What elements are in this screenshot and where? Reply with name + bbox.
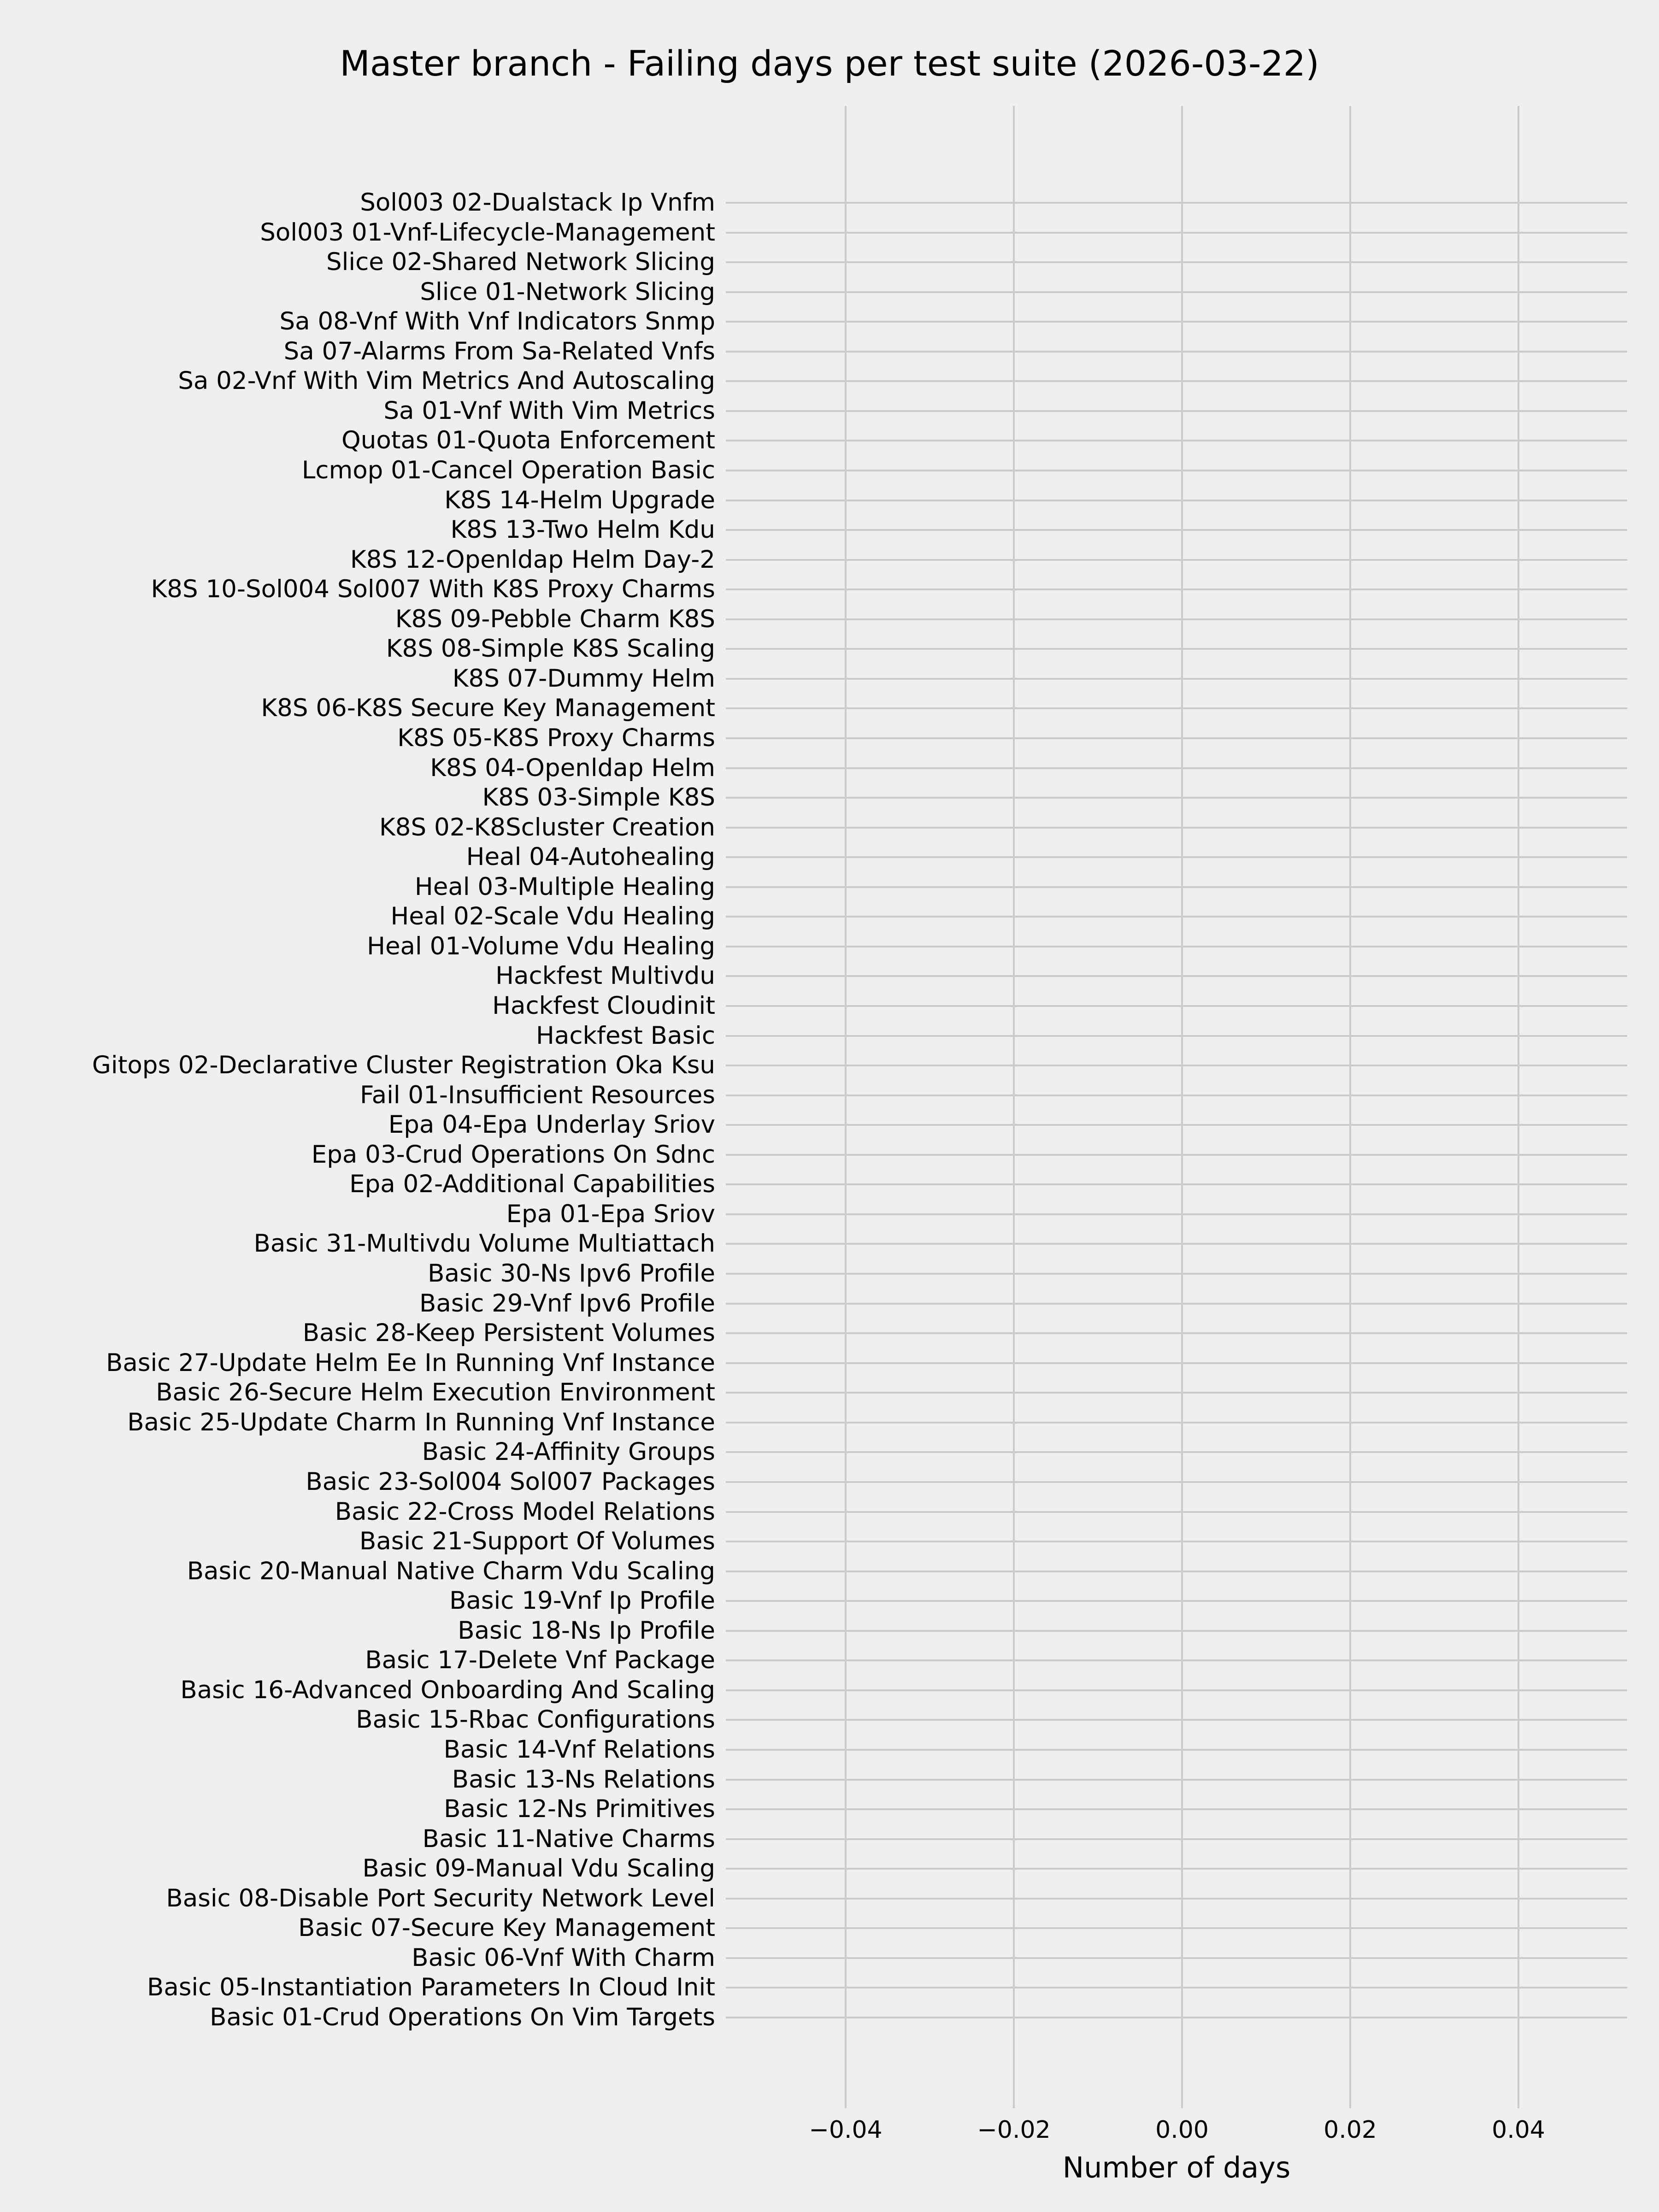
h-gridline — [726, 1719, 1627, 1721]
y-axis-tick-label: K8S 06-K8S Secure Key Management — [261, 694, 715, 723]
y-axis-tick-label: Sa 02-Vnf With Vim Metrics And Autoscaling — [178, 367, 715, 395]
h-gridline — [726, 1868, 1627, 1870]
y-axis-tick-label: Basic 20-Manual Native Charm Vdu Scaling — [187, 1557, 715, 1585]
h-gridline — [726, 975, 1627, 977]
h-gridline — [726, 1571, 1627, 1572]
h-gridline — [726, 1005, 1627, 1007]
y-axis-tick-label: Epa 02-Additional Capabilities — [349, 1170, 715, 1199]
y-axis-tick-label: Sa 08-Vnf With Vnf Indicators Snmp — [279, 307, 715, 336]
y-axis-tick-label: Hackfest Basic — [536, 1021, 715, 1050]
y-axis-tick-label: Sol003 02-Dualstack Ip Vnfm — [360, 188, 715, 217]
h-gridline — [726, 1362, 1627, 1364]
y-axis-tick-label: Hackfest Multivdu — [495, 962, 715, 990]
h-gridline — [726, 1303, 1627, 1305]
y-axis-tick-label: Basic 16-Advanced Onboarding And Scaling — [180, 1676, 715, 1704]
y-axis-tick-label: Gitops 02-Declarative Cluster Registration Oka Ksu — [92, 1051, 715, 1080]
x-axis-tick-label: −0.04 — [809, 2116, 882, 2144]
y-axis-tick-label: Heal 01-Volume Vdu Healing — [367, 932, 715, 960]
y-axis-tick-label: K8S 03-Simple K8S — [482, 783, 715, 812]
h-gridline — [726, 1838, 1627, 1840]
h-gridline — [726, 380, 1627, 382]
h-gridline — [726, 232, 1627, 234]
y-axis-tick-label: Epa 03-Crud Operations On Sdnc — [311, 1140, 715, 1169]
y-axis-tick-label: Heal 03-Multiple Healing — [414, 872, 715, 901]
h-gridline — [726, 351, 1627, 353]
h-gridline — [726, 1481, 1627, 1483]
h-gridline — [726, 500, 1627, 501]
y-axis-tick-label: Slice 02-Shared Network Slicing — [326, 248, 715, 276]
h-gridline — [726, 678, 1627, 680]
x-axis-tick-label: −0.02 — [977, 2116, 1051, 2144]
y-axis-tick-label: Basic 12-Ns Primitives — [444, 1795, 715, 1824]
h-gridline — [726, 648, 1627, 650]
y-axis-tick-label: Basic 29-Vnf Ipv6 Profile — [419, 1289, 715, 1318]
h-gridline — [726, 410, 1627, 412]
h-gridline — [726, 1422, 1627, 1424]
y-axis-tick-label: K8S 12-Openldap Helm Day-2 — [350, 545, 715, 574]
y-axis-tick-label: K8S 07-Dummy Helm — [452, 664, 715, 693]
h-gridline — [726, 1392, 1627, 1394]
h-gridline — [726, 2017, 1627, 2018]
h-gridline — [726, 1511, 1627, 1513]
h-gridline — [726, 1541, 1627, 1542]
y-axis-tick-label: Basic 13-Ns Relations — [452, 1765, 715, 1794]
h-gridline — [726, 1659, 1627, 1661]
y-axis-tick-label: Lcmop 01-Cancel Operation Basic — [301, 456, 715, 484]
y-axis-tick-label: Basic 01-Crud Operations On Vim Targets — [210, 2003, 715, 2031]
y-axis-tick-label: Basic 23-Sol004 Sol007 Packages — [306, 1467, 715, 1496]
h-gridline — [726, 1451, 1627, 1453]
h-gridline — [726, 202, 1627, 204]
x-axis-tick-label: 0.02 — [1324, 2116, 1377, 2144]
h-gridline — [726, 1213, 1627, 1215]
h-gridline — [726, 291, 1627, 293]
y-axis-tick-label: Hackfest Cloudinit — [492, 992, 715, 1020]
h-gridline — [726, 1689, 1627, 1691]
h-gridline — [726, 1600, 1627, 1602]
y-axis-tick-label: Fail 01-Insufficient Resources — [360, 1081, 715, 1109]
h-gridline — [726, 886, 1627, 888]
y-axis-tick-label: K8S 14-Helm Upgrade — [444, 486, 715, 514]
h-gridline — [726, 1065, 1627, 1066]
h-gridline — [726, 440, 1627, 441]
x-axis-tick-label: 0.04 — [1492, 2116, 1545, 2144]
h-gridline — [726, 1987, 1627, 1988]
y-axis-tick-label: Basic 15-Rbac Configurations — [356, 1706, 715, 1734]
h-gridline — [726, 1273, 1627, 1275]
h-gridline — [726, 916, 1627, 918]
y-axis-tick-label: K8S 13-Two Helm Kdu — [450, 516, 715, 544]
y-axis-tick-label: K8S 05-K8S Proxy Charms — [397, 724, 715, 753]
h-gridline — [726, 1154, 1627, 1156]
h-gridline — [726, 797, 1627, 799]
chart-title: Master branch - Failing days per test suite (2026-03-22) — [340, 43, 1319, 84]
h-gridline — [726, 1243, 1627, 1245]
h-gridline — [726, 737, 1627, 739]
y-axis-tick-label: Basic 28-Keep Persistent Volumes — [302, 1319, 715, 1347]
h-gridline — [726, 1779, 1627, 1781]
y-axis-tick-label: Slice 01-Network Slicing — [420, 277, 715, 306]
y-axis-tick-label: Basic 09-Manual Vdu Scaling — [362, 1854, 715, 1883]
h-gridline — [726, 1898, 1627, 1900]
h-gridline — [726, 827, 1627, 829]
h-gridline — [726, 588, 1627, 590]
y-axis-tick-label: Basic 31-Multivdu Volume Multiattach — [253, 1230, 715, 1258]
y-axis-tick-label: Quotas 01-Quota Enforcement — [341, 426, 715, 455]
x-axis-tick-label: 0.00 — [1155, 2116, 1209, 2144]
h-gridline — [726, 321, 1627, 323]
y-axis-tick-label: Sol003 01-Vnf-Lifecycle-Management — [260, 218, 715, 247]
x-axis-title: Number of days — [1062, 2151, 1291, 2184]
h-gridline — [726, 618, 1627, 620]
y-axis-tick-label: Epa 01-Epa Sriov — [506, 1200, 715, 1228]
y-axis-tick-label: Basic 11-Native Charms — [422, 1824, 715, 1853]
h-gridline — [726, 946, 1627, 947]
y-axis-tick-label: Basic 19-Vnf Ip Profile — [449, 1587, 715, 1615]
y-axis-tick-label: Basic 06-Vnf With Charm — [412, 1943, 715, 1972]
y-axis-tick-label: Basic 22-Cross Model Relations — [335, 1497, 715, 1526]
h-gridline — [726, 470, 1627, 471]
y-axis-tick-label: K8S 08-Simple K8S Scaling — [386, 635, 715, 663]
h-gridline — [726, 1749, 1627, 1751]
y-axis-tick-label: Basic 18-Ns Ip Profile — [458, 1616, 715, 1645]
y-axis-tick-label: K8S 10-Sol004 Sol007 With K8S Proxy Charms — [151, 575, 715, 604]
h-gridline — [726, 559, 1627, 561]
y-axis-tick-label: Basic 21-Support Of Volumes — [359, 1527, 715, 1556]
y-axis-tick-label: Basic 14-Vnf Relations — [443, 1735, 715, 1764]
h-gridline — [726, 856, 1627, 858]
y-axis-tick-label: Epa 04-Epa Underlay Sriov — [388, 1111, 715, 1139]
h-gridline — [726, 1808, 1627, 1810]
y-axis-tick-label: Basic 30-Ns Ipv6 Profile — [428, 1259, 715, 1288]
h-gridline — [726, 1332, 1627, 1334]
h-gridline — [726, 261, 1627, 263]
h-gridline — [726, 1957, 1627, 1959]
h-gridline — [726, 1927, 1627, 1929]
y-axis-tick-label: Basic 25-Update Charm In Running Vnf Instance — [127, 1408, 715, 1436]
y-axis-tick-label: Heal 04-Autohealing — [466, 843, 715, 871]
y-axis-tick-label: K8S 02-K8Scluster Creation — [379, 813, 715, 841]
h-gridline — [726, 1124, 1627, 1126]
y-axis-tick-label: Sa 07-Alarms From Sa-Related Vnfs — [283, 337, 715, 365]
h-gridline — [726, 767, 1627, 769]
y-axis-tick-label: Heal 02-Scale Vdu Healing — [390, 902, 715, 931]
y-axis-tick-label: Sa 01-Vnf With Vim Metrics — [383, 396, 715, 425]
y-axis-tick-label: Basic 27-Update Helm Ee In Running Vnf Instance — [106, 1348, 715, 1377]
y-axis-tick-label: Basic 07-Secure Key Management — [298, 1914, 715, 1942]
h-gridline — [726, 707, 1627, 709]
y-axis-tick-label: Basic 26-Secure Helm Execution Environment — [156, 1378, 715, 1407]
h-gridline — [726, 1183, 1627, 1185]
h-gridline — [726, 1094, 1627, 1096]
y-axis-tick-label: Basic 08-Disable Port Security Network Level — [166, 1884, 715, 1912]
y-axis-tick-label: K8S 09-Pebble Charm K8S — [395, 605, 715, 633]
y-axis-tick-label: Basic 05-Instantiation Parameters In Cloud Init — [147, 1973, 715, 2002]
y-axis-tick-label: Basic 24-Affinity Groups — [422, 1438, 715, 1466]
h-gridline — [726, 1035, 1627, 1037]
y-axis-tick-label: Basic 17-Delete Vnf Package — [365, 1646, 715, 1675]
h-gridline — [726, 1630, 1627, 1632]
y-axis-tick-label: K8S 04-Openldap Helm — [430, 753, 715, 782]
h-gridline — [726, 529, 1627, 531]
